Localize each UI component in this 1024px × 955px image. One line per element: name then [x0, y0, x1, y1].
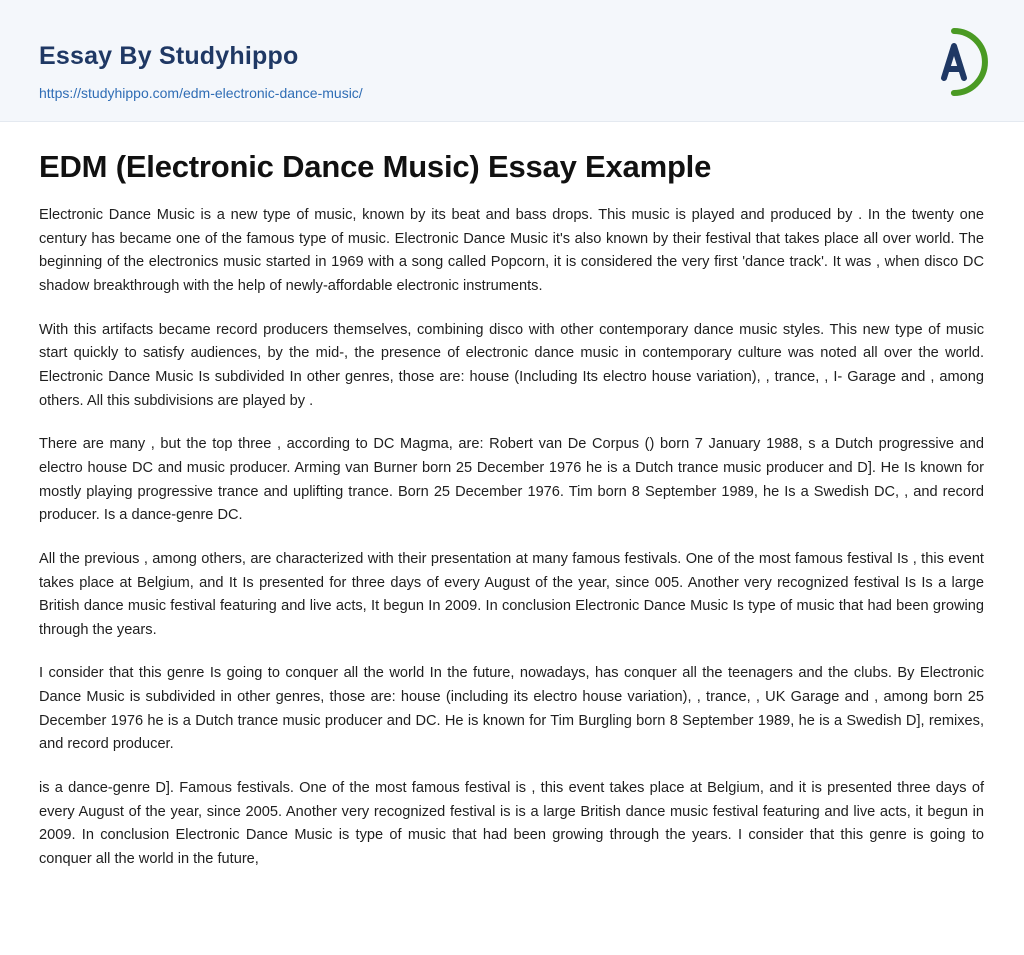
- article-paragraph: All the previous , among others, are characterized with their presentation at many famous festivals. One of the most famous festival Is , this event takes place at Belgium, and It Is presented for three days of every August of the year, since 005. Another very recognized festival Is Is a large British dance music festival featuring and live acts, It begun In 2009. In conclusion Electronic Dance Music Is type of music that had been growing through the years.: [39, 550, 984, 638]
- article-paragraph: With this artifacts became record producers themselves, combining disco with other contemporary dance music styles. This new type of music start quickly to satisfy audiences, by the mid-, the presence of electronic dance music in contemporary culture was noted all over the world. Electronic Dance Music Is subdivided In other genres, those are: house (Including Its electro house variation), , trance, , I- Garage and , among others. All this subdivisions are played by .: [39, 321, 984, 409]
- source-url-link[interactable]: https://studyhippo.com/edm-electronic-dance-music/: [39, 85, 363, 101]
- article-paragraph: is a dance-genre D]. Famous festivals. One of the most famous festival is , this event takes place at Belgium, and it is presented three days of every August of the year, since 2005. Another very recognized festival is is a large British dance music festival featuring and live acts, it begun in 2009. In conclusion Electronic Dance Music is type of music that had been growing through the years. I consider that this genre is going to conquer all the world in the future,: [39, 780, 984, 867]
- article-paragraph: Electronic Dance Music is a new type of music, known by its beat and bass drops. This music is played and produced by . In the twenty one century has became one of the famous type of music. Electronic Dance Music it's also known by their festival that takes place all over world. The beginning of the electronics music started in 1969 with a song called Popcorn, it is considered the very first 'dance track'. It was , when disco DC shadow breakthrough with the help of newly-affordable electronic instruments.: [39, 207, 984, 295]
- letter-a-circle-logo-icon: [918, 26, 990, 98]
- brand-title: Essay By Studyhippo: [39, 42, 299, 70]
- article-paragraph: I consider that this genre Is going to conquer all the world In the future, nowadays, has conquer all the teenagers and the clubs. By Electronic Dance Music is subdivided in other genres, those are: house (including its electro house variation), , trance, , UK Garage and , among born 25 December 1976 he is a Dutch trance music producer and DC. He is known for Tim Burgling born 8 September 1989, he is a Swedish D], remixes, and record producer.: [39, 665, 984, 753]
- article-paragraph: There are many , but the top three , according to DC Magma, are: Robert van De Corpus () born 7 January 1988, s a Dutch progressive and electro house DC and music producer. Arming van Burner born 25 December 1976 he is a Dutch trance music producer and D]. He Is known for mostly playing progressive trance and uplifting trance. Born 25 December 1976. Tim born 8 September 1989, he Is a Swedish DC, , and record producer. Is a dance-genre DC.: [39, 436, 984, 524]
- page-title: EDM (Electronic Dance Music) Essay Example: [39, 149, 712, 184]
- article-body: [0, 122, 1024, 872]
- site-header: [0, 0, 1024, 122]
